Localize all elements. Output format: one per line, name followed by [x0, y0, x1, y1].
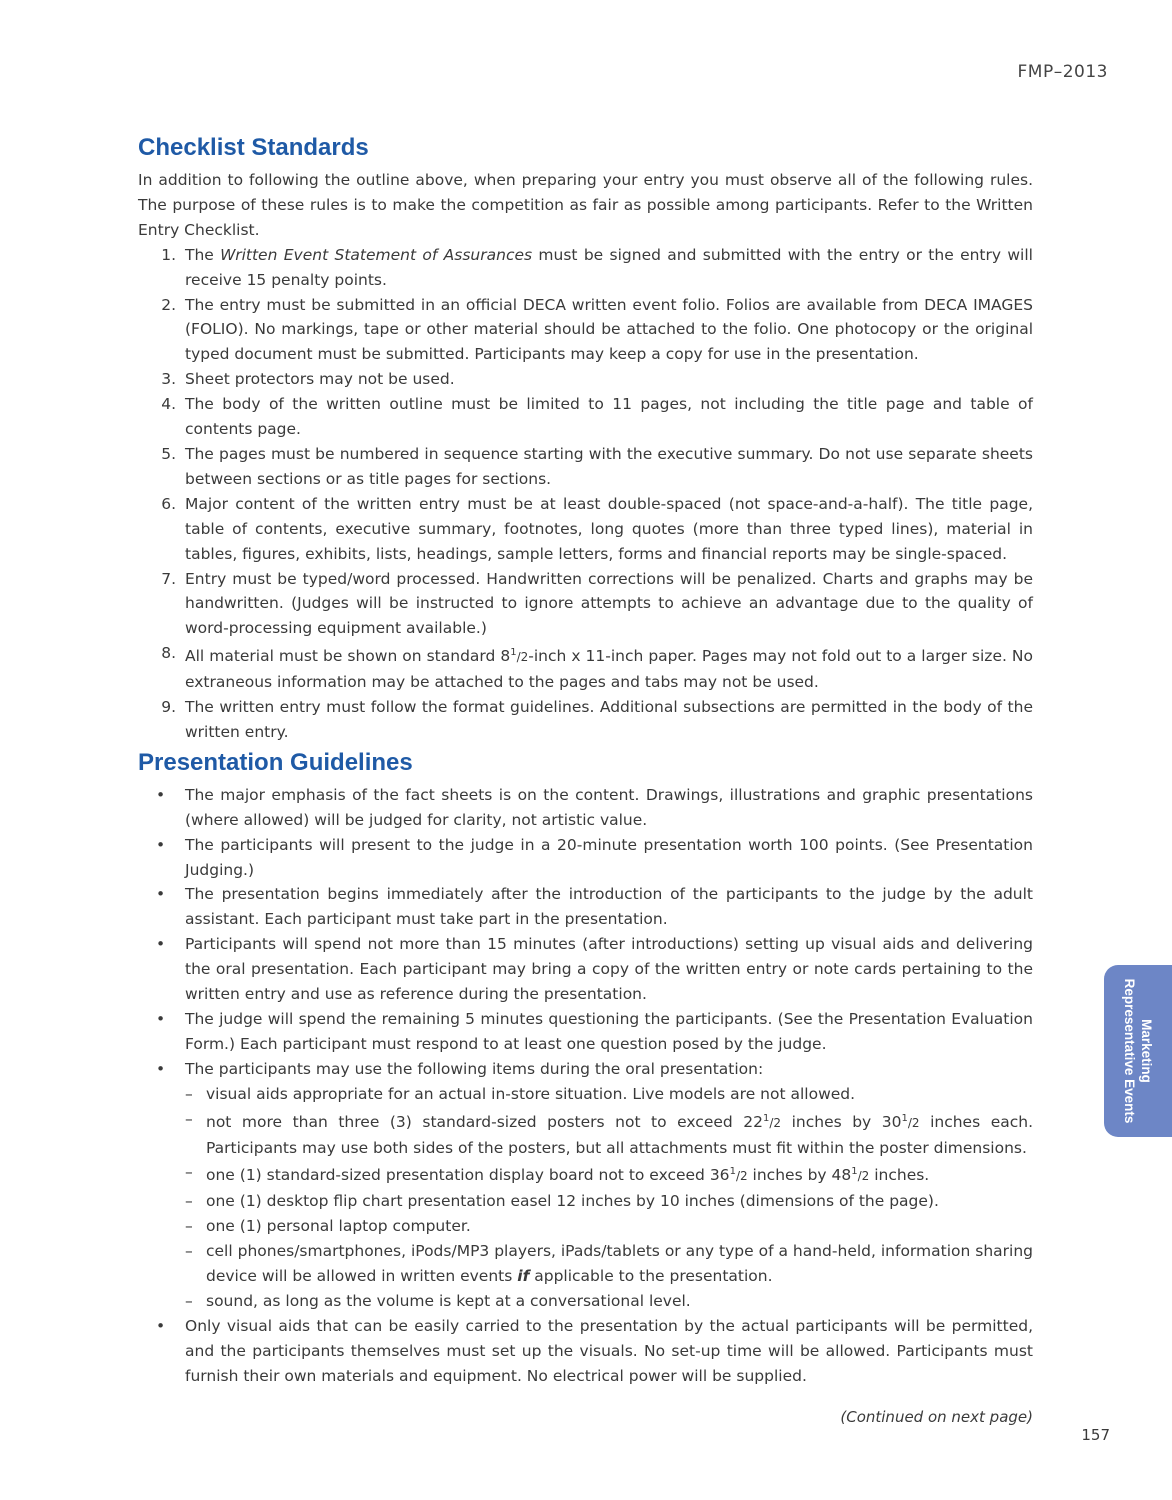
list-item: [138, 833, 1033, 883]
bullet: •: [156, 885, 166, 904]
item-text: The body of the written outline must be limited to 11 pages, not including the title page and table of contents page.: [185, 395, 1033, 439]
item-number: 2.: [161, 295, 176, 314]
item-number: 7.: [161, 569, 176, 588]
list-item: [138, 695, 1033, 745]
item-text: All material must be shown on standard 8: [185, 647, 511, 666]
dash: –: [185, 1217, 193, 1236]
item-text: Major content of the written entry must be at least double-spaced (not space-and-a-half). The title page, table of contents, executive summary, footnotes, long quotes (more than three typed lines), material in tables, figures, exhibits, lists, headings, sample letters, forms and financial reports may be single-spaced.: [185, 494, 1033, 563]
fraction-denominator: /2: [735, 1169, 748, 1184]
list-item: [138, 1057, 1033, 1314]
item-text: applicable to the presentation.: [529, 1267, 773, 1286]
fraction-numerator: 1: [763, 1112, 770, 1124]
item-emphasis: Written Event Statement of Assurances: [220, 245, 533, 264]
item-text: The participants may use the following items during the oral presentation:: [185, 1059, 764, 1078]
list-item: [138, 783, 1033, 833]
bullet: •: [156, 1316, 166, 1335]
sub-list-item: [185, 1289, 1033, 1314]
item-number: 1.: [161, 245, 176, 264]
item-text: visual aids appropriate for an actual in-store situation. Live models are not allowed.: [206, 1084, 856, 1103]
list-item: [138, 442, 1033, 492]
sub-list-item: [185, 1239, 1033, 1289]
dash: –: [185, 1163, 193, 1182]
sub-list-item: [185, 1189, 1033, 1214]
list-item: [138, 1314, 1033, 1389]
bullet: •: [156, 785, 166, 804]
item-number: 9.: [161, 698, 176, 717]
fraction-denominator: /2: [907, 1115, 920, 1130]
item-number: 5.: [161, 444, 176, 463]
list-item: [138, 882, 1033, 932]
bullet: •: [156, 1010, 166, 1028]
item-text: The pages must be numbered in sequence starting with the executive summary. Do not use separate sheets between sections or as title pages for sections.: [185, 444, 1033, 488]
list-item: [138, 932, 1033, 1007]
document-code: FMP–2013: [1017, 62, 1108, 82]
list-item: [138, 243, 1033, 293]
dash: –: [185, 1192, 193, 1211]
list-item: [138, 492, 1033, 567]
item-text: inches by 48: [747, 1166, 852, 1185]
item-text: Participants will spend not more than 15 minutes (after introductions) setting up visual aids and delivering the oral presentation. Each participant may bring a copy of the written entry or note cards pertaining to the written entry and use as reference during the presentation.: [185, 935, 1033, 1004]
fraction-denominator: /2: [516, 650, 529, 665]
item-text: sound, as long as the volume is kept at a conversational level.: [206, 1291, 691, 1310]
checklist-intro: In addition to following the outline above, when preparing your entry you must observe all of the following rules. The purpose of these rules is to make the competition as fair as possible among participants. Refer to the Written Entry Checklist.: [138, 171, 1033, 239]
item-text: one (1) standard-sized presentation display board not to exceed 36: [206, 1166, 730, 1185]
continued-note: (Continued on next page): [840, 1408, 1033, 1426]
item-number: 6.: [161, 494, 176, 513]
section-title-checklist: Checklist Standards: [138, 134, 369, 161]
list-item: [138, 392, 1033, 442]
checklist-rules-list: [138, 243, 1033, 745]
dash: –: [185, 1242, 193, 1261]
page-content: [138, 132, 1033, 1389]
bullet: •: [156, 935, 166, 954]
list-item: [138, 1007, 1033, 1057]
item-text: Entry must be typed/word processed. Handwritten corrections will be penalized. Charts and graphs may be handwritten. (Judges will be instructed to ignore attempts to achieve an advantage due to the quality of word-processing equipment available.): [185, 569, 1033, 638]
presentation-guidelines-list: [138, 783, 1033, 1389]
list-item: [138, 641, 1033, 695]
bullet: •: [156, 835, 166, 854]
item-number: 3.: [161, 370, 176, 389]
item-text: cell phones/smartphones, iPods/MP3 players, iPads/tablets or any type of a hand-held, information sharing device will be allowed in written events: [206, 1242, 1033, 1286]
list-item: [138, 367, 1033, 392]
item-emphasis: if: [517, 1267, 530, 1286]
item-text: The judge will spend the remaining 5 minutes questioning the participants. (See the Presentation Evaluation Form.) Each participant must respond to at least one question posed by the judge.: [185, 1010, 1033, 1053]
list-item: [138, 567, 1033, 642]
section-title-presentation: Presentation Guidelines: [138, 748, 413, 776]
sub-list-item: [185, 1107, 1033, 1161]
item-text: The presentation begins immediately after the introduction of the participants to the judge by the adult assistant. Each participant must take part in the presentation.: [185, 885, 1033, 929]
list-item: [138, 293, 1033, 368]
item-text: not more than three (3) standard-sized posters not to exceed 22: [206, 1112, 763, 1131]
sub-list-item: [185, 1160, 1033, 1189]
item-text: The participants will present to the judge in a 20-minute presentation worth 100 points. (See Presentation Judging.): [185, 835, 1033, 879]
item-number: 4.: [161, 395, 176, 414]
dash: –: [185, 1084, 193, 1103]
item-text: inches each. Participants may use both sides of the posters, but all attachments must fit within the poster dimensions.: [206, 1112, 1034, 1157]
bullet: •: [156, 1059, 166, 1078]
item-text: The entry must be submitted in an official DECA written event folio. Folios are available from DECA IMAGES (FOLIO). No markings, tape or other material should be attached to the folio. One photocopy or the original typed document must be submitted. Participants may keep a copy for use in the presentation.: [185, 295, 1033, 364]
fraction-numerator: 1: [729, 1166, 736, 1178]
item-text: Sheet protectors may not be used.: [185, 370, 455, 389]
fraction-denominator: /2: [857, 1169, 870, 1184]
fraction-numerator: 1: [510, 647, 517, 659]
dash: –: [185, 1291, 193, 1310]
item-text: inches.: [869, 1166, 930, 1185]
side-tab-line-2: Representative Events: [1122, 978, 1137, 1124]
fraction-numerator: 1: [901, 1112, 908, 1124]
item-text: must be signed and submitted with the entry or the entry will receive 15 penalty points.: [185, 245, 1033, 289]
item-text: The: [185, 245, 221, 264]
side-tab-label: [1121, 979, 1155, 1124]
page-number: 157: [1081, 1426, 1110, 1444]
fraction-numerator: 1: [851, 1166, 858, 1178]
allowed-items-list: [185, 1082, 1033, 1314]
side-tab-line-1: Marketing: [1139, 1019, 1154, 1083]
item-text: one (1) desktop flip chart presentation easel 12 inches by 10 inches (dimensions of the page).: [206, 1192, 939, 1211]
item-text: one (1) personal laptop computer.: [206, 1217, 471, 1236]
sub-list-item: [185, 1214, 1033, 1239]
item-text: The major emphasis of the fact sheets is on the content. Drawings, illustrations and graphic presentations (where allowed) will be judged for clarity, not artistic value.: [185, 785, 1033, 829]
section-side-tab: [1104, 965, 1172, 1137]
item-text: inches by 30: [781, 1112, 902, 1131]
item-text: Only visual aids that can be easily carried to the presentation by the actual participants will be permitted, and the participants themselves must set up the visuals. No set-up time will be allowed. Participants must furnish their own materials and equipment. No electrical power will be supplied.: [185, 1316, 1033, 1385]
dash: –: [185, 1109, 193, 1128]
item-text: -inch x 11-inch paper. Pages may not fold out to a larger size. No extraneous information may be attached to the pages and tabs may not be used.: [185, 647, 1033, 692]
item-number: 8.: [161, 644, 176, 663]
item-text: The written entry must follow the format guidelines. Additional subsections are permitted in the body of the written entry.: [185, 698, 1033, 741]
fraction-denominator: /2: [769, 1115, 782, 1130]
sub-list-item: [185, 1082, 1033, 1107]
